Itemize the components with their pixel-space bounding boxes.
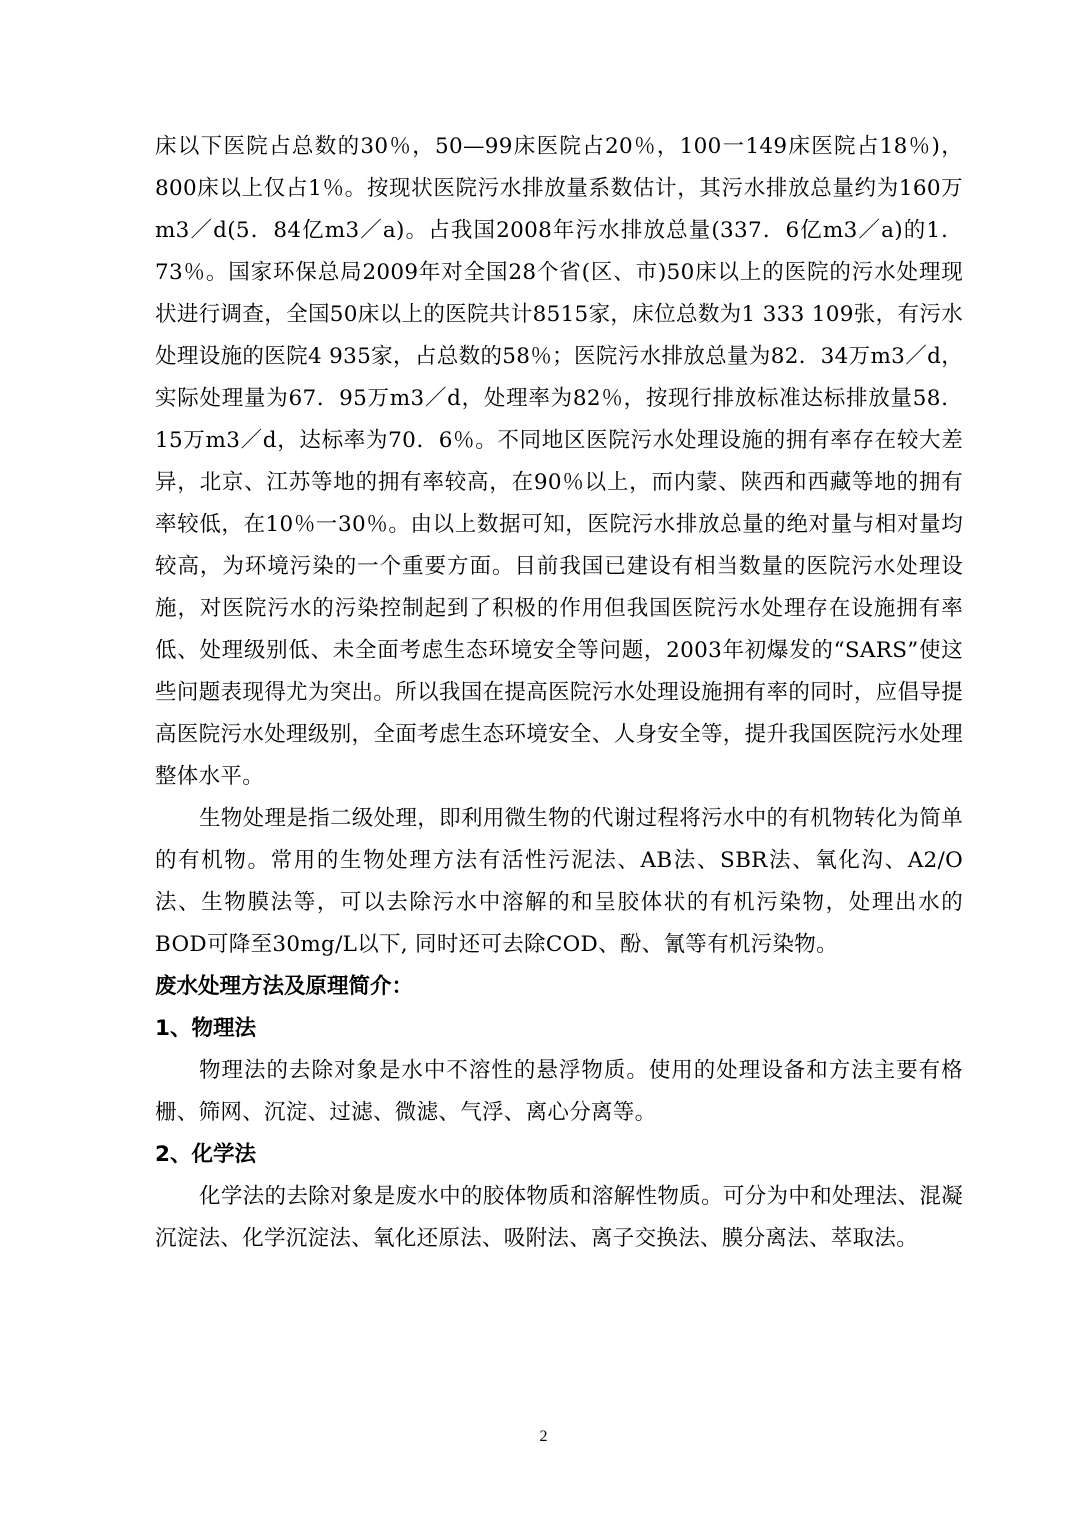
method-body-chemical: 化学法的去除对象是废水中的胶体物质和溶解性物质。可分为中和处理法、混凝沉淀法、化学沉淀法、氧化还原法、吸附法、离子交换法、膜分离法、萃取法。 <box>155 1184 963 1251</box>
method-heading-chemical: 2、化学法 <box>155 1142 256 1167</box>
method-heading-physical: 1、物理法 <box>155 1016 256 1041</box>
section-heading: 废水处理方法及原理简介： <box>155 974 414 999</box>
biological-treatment-paragraph: 生物处理是指二级处理，即利用微生物的代谢过程将污水中的有机物转化为简单的有机物。常用的生物处理方法有活性污泥法、AB法、SBR法、氧化沟、A2/O法、生物膜法等，可以去除污水中溶解的和呈胶体状的有机污染物，处理出水的BOD可降至30mg/L以下, 同时还可去除COD、酚、氰等有机污染物。 <box>155 806 963 957</box>
page-number: 2 <box>539 1428 548 1445</box>
method-body-physical: 物理法的去除对象是水中不溶性的悬浮物质。使用的处理设备和方法主要有格栅、筛网、沉淀、过滤、微滤、气浮、离心分离等。 <box>155 1058 963 1125</box>
intro-continuation-paragraph: 床以下医院占总数的30％，50—99床医院占20％，100一149床医院占18％)，800床以上仅占1％。按现状医院污水排放量系数估计，其污水排放总量约为160万m3／d(5．84亿m3／a)。占我国2008年污水排放总量(337．6亿m3／a)的1．73％。国家环保总局2009年对全国28个省(区、市)50床以上的医院的污水处理现状进行调查，全国50床以上的医院共计8515家，床位总数为1 333 109张，有污水处理设施的医院4 935家，占总数的58％；医院污水排放总量为82．34万m3／d，实际处理量为67．95万m3／d，处理率为82％，按现行排放标准达标排放量58．15万m3／d，达标率为70．6％。不同地区医院污水处理设施的拥有率存在较大差异，北京、江苏等地的拥有率较高，在90％以上，而内蒙、陕西和西藏等地的拥有率较低，在10％一30％。由以上数据可知，医院污水排放总量的绝对量与相对量均较高，为环境污染的一个重要方面。目前我国已建设有相当数量的医院污水处理设施，对医院污水的污染控制起到了积极的作用但我国医院污水处理存在设施拥有率低、处理级别低、未全面考虑生态环境安全等问题，2003年初爆发的“SARS”使这些问题表现得尤为突出。所以我国在提高医院污水处理设施拥有率的同时，应倡导提高医院污水处理级别，全面考虑生态环境安全、人身安全等，提升我国医院污水处理整体水平。 <box>155 134 963 789</box>
page-content <box>155 126 963 1260</box>
